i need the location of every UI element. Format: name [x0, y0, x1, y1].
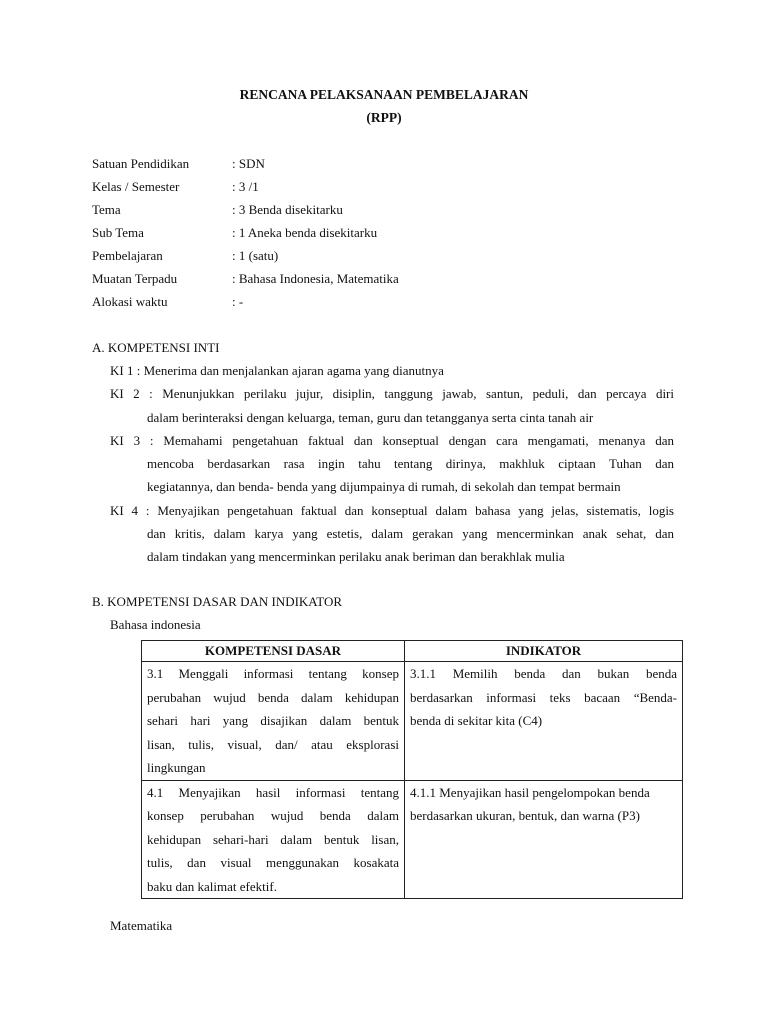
indikator-cell	[405, 662, 683, 781]
ki-2-line: dalam berinteraksi dengan keluarga, teman, guru dan tetangganya serta cinta tanah air	[147, 409, 594, 425]
identity-label: Sub Tema	[92, 225, 144, 240]
kompetensi-table	[141, 640, 683, 899]
column-header-kompetensi-dasar: KOMPETENSI DASAR	[142, 641, 405, 662]
ki-4-line: dan kritis, dalam karya yang estetis, dalam gerakan yang mencerminkan anak sehat, dan	[147, 526, 674, 542]
indikator-cell	[405, 780, 683, 899]
subject-matematika: Matematika	[110, 918, 173, 933]
section-a-heading: A. KOMPETENSI INTI	[92, 340, 220, 355]
cell-line: kehidupan sehari-hari dalam bentuk lisan,	[147, 831, 399, 847]
identity-label: Kelas / Semester	[92, 179, 180, 194]
section-b-heading: B. KOMPETENSI DASAR DAN INDIKATOR	[92, 594, 343, 609]
table-row	[142, 780, 683, 899]
identity-value: : 3 Benda disekitarku	[232, 202, 343, 217]
document-subtitle: (RPP)	[366, 110, 402, 125]
cell-line: lingkungan	[147, 760, 206, 775]
cell-line: 4.1.1 Menyajikan hasil pengelompokan benda	[410, 784, 650, 800]
ki-4-line: KI 4 : Menyajikan pengetahuan faktual dan konseptual dalam bahasa yang jelas, sistematis, logis	[110, 502, 674, 518]
kompetensi-dasar-cell	[142, 662, 405, 781]
identity-value: : SDN	[232, 156, 265, 171]
identity-label: Alokasi waktu	[92, 294, 168, 309]
ki-3-line: KI 3 : Memahami pengetahuan faktual dan konseptual dengan cara mengamati, menanya dan	[110, 432, 674, 448]
identity-label: Satuan Pendidikan	[92, 156, 190, 171]
identity-value: : -	[232, 294, 244, 309]
cell-line: 3.1.1 Memilih benda dan bukan benda	[410, 666, 677, 681]
identity-value: : 1 (satu)	[232, 248, 279, 263]
cell-line: konsep perubahan wujud benda dalam	[147, 808, 399, 823]
ki-list	[110, 359, 674, 569]
kompetensi-dasar-cell	[142, 780, 405, 899]
cell-line: tulis, dan visual menggunakan kosakata	[147, 855, 399, 870]
identity-value: : Bahasa Indonesia, Matematika	[232, 271, 399, 286]
identity-value: : 1 Aneka benda disekitarku	[232, 225, 378, 240]
ki-3-line: mencoba berdasarkan rasa ingin tahu tentang dirinya, makhluk ciptaan Tuhan dan	[147, 456, 674, 472]
ki-3-line: kegiatannya, dan benda- benda yang dijumpainya di rumah, di sekolah dan tempat bermain	[147, 479, 621, 495]
cell-line: baku dan kalimat efektif.	[147, 878, 277, 894]
table-header-row	[142, 641, 683, 662]
subject-bahasa-indonesia: Bahasa indonesia	[110, 617, 201, 632]
cell-line: sehari hari yang disajikan dalam bentuk	[147, 713, 399, 728]
cell-line: 3.1 Menggali informasi tentang konsep	[147, 666, 399, 681]
cell-line: perubahan wujud benda dalam kehidupan	[147, 689, 399, 705]
cell-line: 4.1 Menyajikan hasil informasi tentang	[147, 784, 399, 800]
table-row	[142, 662, 683, 781]
identity-label: Pembelajaran	[92, 248, 163, 263]
cell-line: berdasarkan informasi teks bacaan “Benda-	[410, 689, 677, 705]
identity-label: Tema	[92, 202, 121, 217]
ki-4-line: dalam tindakan yang mencerminkan perilaku anak beriman dan berakhlak mulia	[147, 549, 565, 565]
ki-1: KI 1 : Menerima dan menjalankan ajaran agama yang dianutnya	[110, 363, 444, 378]
identity-value: : 3 /1	[232, 179, 259, 194]
column-header-indikator: INDIKATOR	[405, 641, 683, 662]
document-title: RENCANA PELAKSANAAN PEMBELAJARAN	[239, 87, 529, 102]
cell-line: lisan, tulis, visual, dan/ atau eksplorasi	[147, 736, 399, 752]
cell-line: benda di sekitar kita (C4)	[410, 713, 543, 728]
identity-label: Muatan Terpadu	[92, 271, 178, 286]
ki-2-line: KI 2 : Menunjukkan perilaku jujur, disiplin, tanggung jawab, santun, peduli, dan percaya diri	[110, 386, 674, 402]
cell-line: berdasarkan ukuran, bentuk, dan warna (P3)	[410, 808, 640, 823]
